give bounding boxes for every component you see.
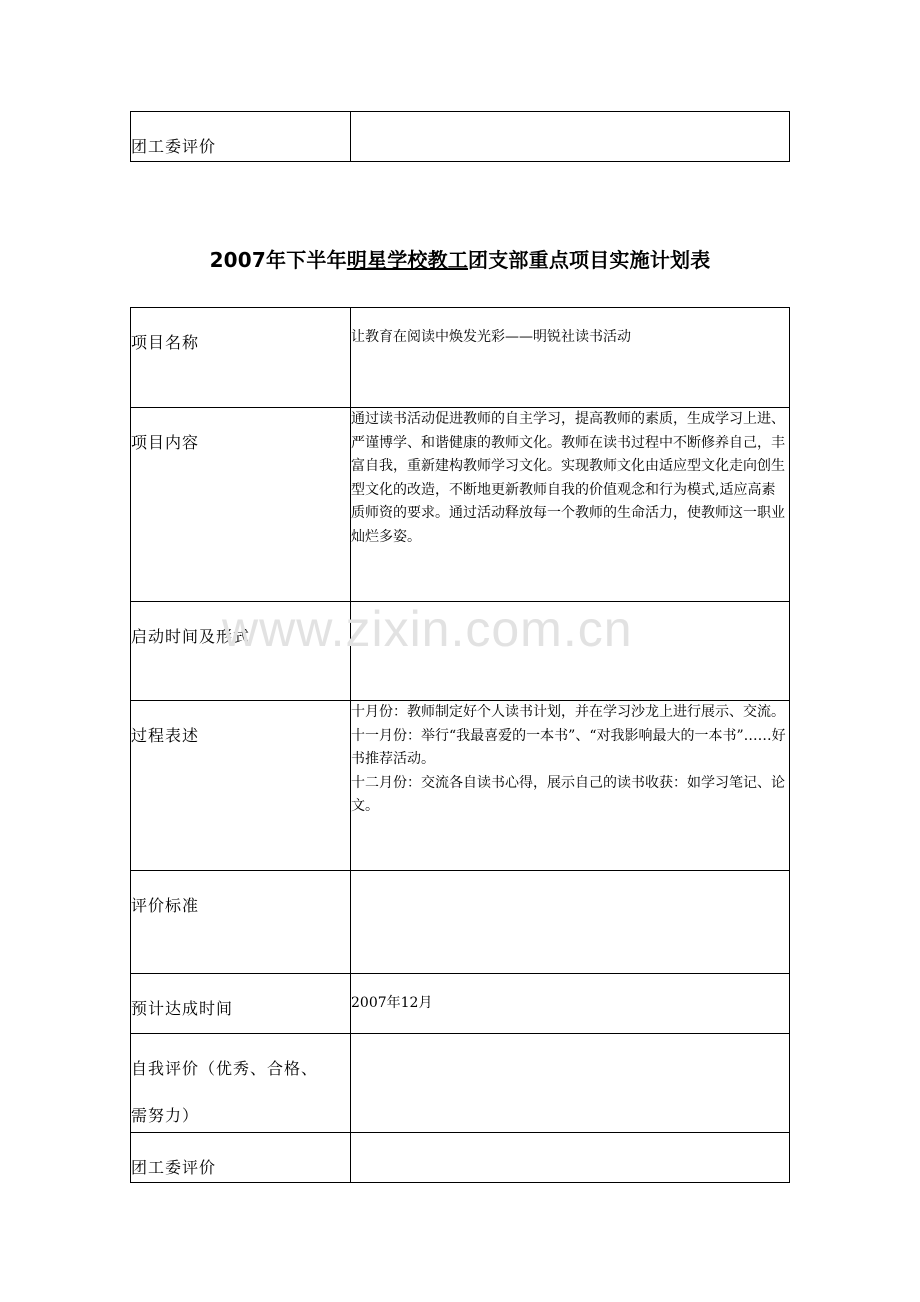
table-row: [131, 1034, 790, 1133]
project-name-label: 项目名称: [131, 333, 200, 352]
project-content-text: 通过读书活动促进教师的自主学习，提高教师的素质，生成学习上进、严谨博学、和谐健康的教师文化。教师在读书过程中不断修养自己，丰富自我，重新建构教师学习文化。实现教师文化由适应型文化走向创生型文化的改造，不断地更新教师自我的价值观念和行为模式,适应高素质师资的要求。通过活动释放每一个教师的生命活力，使教师这一职业灿烂多姿。: [351, 411, 785, 545]
table-row: [131, 408, 790, 602]
watermark: www.zixin.com.cn: [222, 601, 633, 657]
row-label-cell: [131, 1133, 351, 1183]
committee-eval-value-top: [351, 112, 790, 162]
expected-time-label: 预计达成时间: [131, 999, 234, 1018]
project-name-value: [351, 308, 790, 408]
title-part-plan: 团支部重点项目实施计划表: [468, 248, 711, 272]
table-row: [131, 974, 790, 1034]
committee-eval-value: [351, 1133, 790, 1183]
page-title: [0, 244, 920, 273]
start-time-value: [351, 602, 790, 701]
table-row: [131, 701, 790, 871]
title-part-year: 2007年下半年: [209, 248, 347, 272]
row-label-cell: [131, 871, 351, 974]
project-content-label: 项目内容: [131, 433, 200, 452]
committee-eval-label: 团工委评价: [131, 1158, 217, 1177]
table-row: [131, 602, 790, 701]
row-label-cell: [131, 408, 351, 602]
process-line-october: 十月份：教师制定好个人读书计划，并在学习沙龙上进行展示、交流。: [351, 704, 785, 720]
title-part-school: 明星学校教工: [346, 248, 469, 272]
self-eval-label-line1: 自我评价（优秀、合格、: [131, 1059, 319, 1078]
row-label-cell: [131, 308, 351, 408]
process-line-november: 十一月份：举行“我最喜爱的一本书”、“对我影响最大的一本书”……好书推荐活动。: [351, 727, 786, 767]
row-label-cell: [131, 974, 351, 1034]
criteria-label: 评价标准: [131, 896, 200, 915]
process-value: [351, 701, 790, 871]
row-label-cell: [131, 602, 351, 701]
self-eval-value: [351, 1034, 790, 1133]
row-label-cell: [131, 701, 351, 871]
criteria-value: [351, 871, 790, 974]
start-time-label: 启动时间及形式: [131, 627, 251, 646]
expected-time-text: 2007年12月: [351, 995, 433, 1011]
table-row: [131, 871, 790, 974]
row-label-cell: [131, 1034, 351, 1133]
process-line-december: 十二月份：交流各自读书心得，展示自己的读书收获：如学习笔记、论文。: [351, 774, 785, 814]
committee-eval-label-top: [131, 112, 351, 162]
project-name-text: 让教育在阅读中焕发光彩——明锐社读书活动: [351, 329, 631, 345]
expected-time-value: [351, 974, 790, 1034]
project-content-value: [351, 408, 790, 602]
previous-page-table: [130, 111, 790, 162]
committee-eval-label-top-text: 团工委评价: [131, 137, 217, 156]
self-eval-label-line2: 需努力）: [131, 1106, 200, 1125]
table-row: [131, 1133, 790, 1183]
plan-table: [130, 307, 790, 1183]
table-row: [131, 308, 790, 408]
process-label: 过程表述: [131, 726, 200, 745]
